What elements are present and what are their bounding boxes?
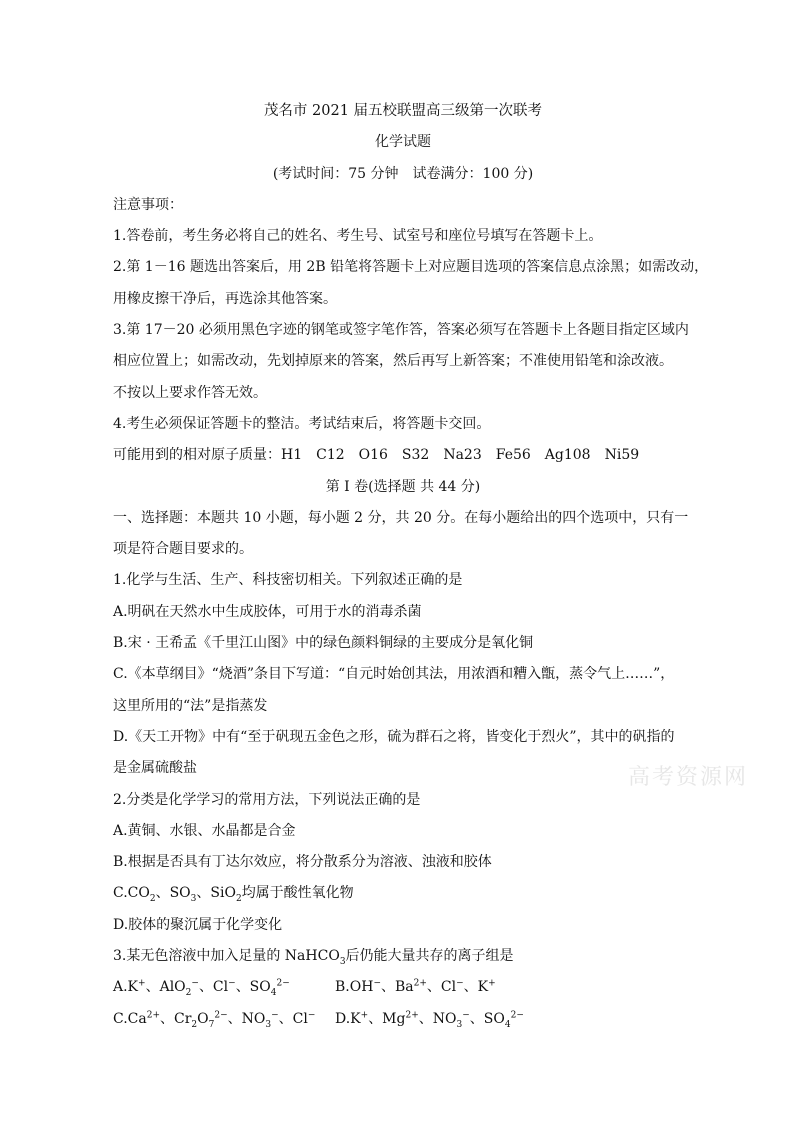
q1-option-b: B.宋 · 王希孟《千里江山图》中的绿色颜料铜绿的主要成分是氧化铜	[113, 635, 534, 652]
q1-option-d-line-2: 是金属硫酸盐	[113, 760, 197, 777]
q2-option-a: A.黄铜、水银、水晶都是合金	[113, 822, 296, 839]
q3-options-row-1	[113, 972, 693, 1003]
notice-item-3-line-1: 3.第 17－20 必须用黑色字迹的钢笔或签字笔作答，答案必须写在答题卡上各题目指定区域内	[113, 322, 689, 339]
atomic-masses: 可能用到的相对原子质量：H1 C12 O16 S32 Na23 Fe56 Ag108 Ni59	[113, 447, 640, 464]
q1-option-d-line-1: D.《天工开物》中有“至于矾现五金色之形，硫为群石之将，皆变化于烈火”，其中的矾指的	[113, 728, 675, 745]
q1-option-c-line-1: C.《本草纲目》“烧酒”条目下写道：“自元时始创其法，用浓酒和糟入甑，蒸令气上……”，	[113, 666, 675, 683]
exam-page	[113, 96, 709, 1035]
section-1-title: 第 I 卷(选择题 共 44 分)	[325, 478, 481, 495]
notice-item-3-line-2: 相应位置上；如需改动，先划掉原来的答案，然后再写上新答案；不准使用铅笔和涂改液。	[113, 353, 673, 370]
notice-item-2-line-2: 用橡皮擦干净后，再选涂其他答案。	[113, 290, 337, 307]
q3-option-d: D.K+、$Mg^{2+}$、$NO_3^-$、$SO_4^{2-}$	[335, 1009, 524, 1030]
q3-option-c: $C.Ca^{2+}$、$Cr_2O_7^{2-}$、$NO_3^-$、Cl−	[113, 1009, 316, 1030]
q3-stem: 3.某无色溶液中加入足量的 NaHCO$_3$后仍能大量共存的离子组是	[113, 948, 514, 967]
notice-item-4: 4.考生必须保证答题卡的整洁。考试结束后，将答题卡交回。	[113, 415, 491, 432]
notice-item-1: 1.答卷前，考生务必将自己的姓名、考生号、试室号和座位号填写在答题卡上。	[113, 228, 603, 245]
q3-option-a: A.K+、AlO$_2$−、Cl−、$SO_4^{2-}$	[113, 978, 290, 999]
q1-option-c-line-2: 这里所用的“法”是指蒸发	[113, 697, 268, 714]
exam-subject: 化学试题	[375, 134, 431, 151]
q3-option-b: B.OH−、$Ba^{2+}$、Cl−、K+	[335, 978, 496, 996]
q2-stem: 2.分类是化学学习的常用方法，下列说法正确的是	[113, 791, 421, 808]
q1-option-a: A.明矾在天然水中生成胶体，可用于水的消毒杀菌	[113, 603, 422, 620]
q1-stem: 1.化学与生活、生产、科技密切相关。下列叙述正确的是	[113, 572, 463, 589]
q2-option-c: $C.CO_2$、$SO_3$、SiO$_2$均属于酸性氧化物	[113, 885, 354, 905]
q2-option-d: D.胶体的聚沉属于化学变化	[113, 916, 283, 933]
exam-time-info: (考试时间：75 分钟 试卷满分：100 分)	[272, 165, 534, 182]
q2-option-b: B.根据是否具有丁达尔效应，将分散系分为溶液、浊液和胶体	[113, 854, 492, 871]
notice-item-3-line-3: 不按以上要求作答无效。	[113, 384, 267, 401]
notice-heading: 注意事项：	[113, 196, 183, 213]
notice-item-2-line-1: 2.第 1－16 题选出答案后，用 2B 铅笔将答题卡上对应题目选项的答案信息点涂黑；如需改动，	[113, 259, 709, 276]
section-1-intro-line-2: 项是符合题目要求的。	[113, 541, 253, 558]
section-1-intro-line-1: 一、选择题：本题共 10 小题，每小题 2 分，共 20 分。在每小题给出的四个选项中，只有一	[113, 509, 689, 526]
q3-options-row-2	[113, 1004, 693, 1035]
exam-title: 茂名市 2021 届五校联盟高三级第一次联考	[263, 103, 543, 119]
watermark: 高考资源网	[628, 765, 749, 790]
